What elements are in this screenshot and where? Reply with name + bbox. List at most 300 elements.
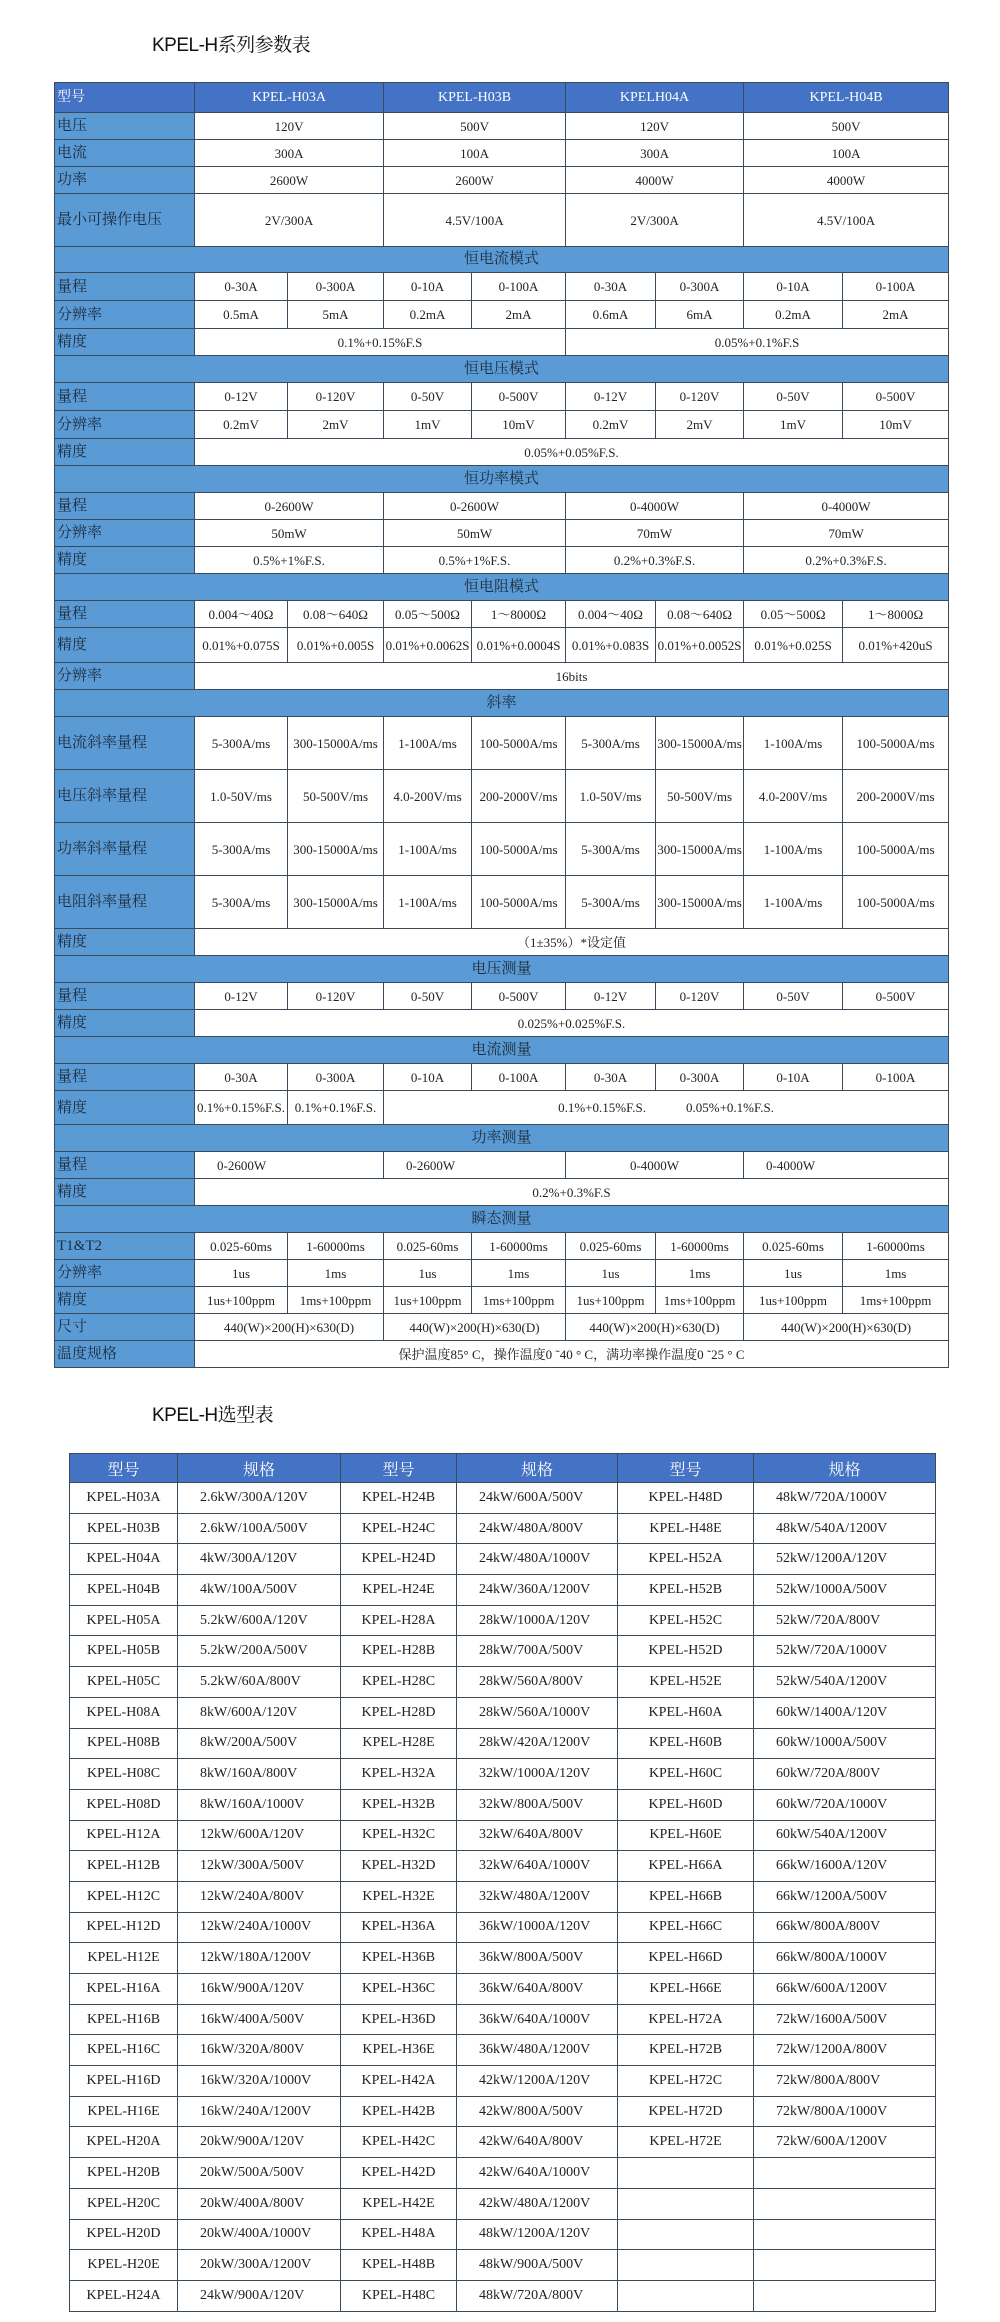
param-cell: 440(W)×200(H)×630(D) (566, 1314, 744, 1341)
param-cell: 1.0-50V/ms (195, 770, 288, 823)
model-cell: KPEL-H08C (70, 1759, 178, 1790)
spec-cell: 60kW/720A/800V (754, 1759, 936, 1790)
param-cell: 300-15000A/ms (656, 823, 744, 876)
param-cell: 1us+100ppm (195, 1287, 288, 1314)
section-title: 瞬态测量 (55, 1206, 949, 1233)
row-label: 分辨率 (55, 520, 195, 547)
row-label: 功率斜率量程 (55, 823, 195, 876)
model-cell: KPEL-H66D (618, 1943, 754, 1974)
param-cell: 0.5mA (195, 301, 288, 329)
params-row (55, 717, 949, 770)
section-header-row (55, 574, 949, 601)
params-row (55, 1010, 949, 1037)
param-cell: 1-60000ms (288, 1233, 384, 1260)
section-header-row (55, 1037, 949, 1064)
spec-cell: 52kW/720A/800V (754, 1605, 936, 1636)
spec-cell: 52kW/540A/1200V (754, 1667, 936, 1698)
spec-cell: 72kW/1600A/500V (754, 2004, 936, 2035)
row-label: 量程 (55, 273, 195, 301)
model-cell: KPEL-H20D (70, 2219, 178, 2250)
param-cell: 0-30A (566, 1064, 656, 1091)
param-cell: 1mV (384, 411, 472, 439)
spec-cell: 48kW/1200A/120V (457, 2219, 618, 2250)
params-row (55, 520, 949, 547)
model-cell: KPEL-H48D (618, 1483, 754, 1514)
selection-header-row (70, 1454, 936, 1483)
row-label: 精度 (55, 1287, 195, 1314)
spec-cell: 32kW/640A/1000V (457, 1851, 618, 1882)
params-row (55, 1091, 949, 1125)
model-cell: KPEL-H24E (341, 1575, 457, 1606)
param-cell: 200-2000V/ms (843, 770, 949, 823)
param-cell: 1-60000ms (656, 1233, 744, 1260)
param-cell: 100-5000A/ms (472, 876, 566, 929)
params-row (55, 273, 949, 301)
section-header-row (55, 466, 949, 493)
model-cell: KPEL-H42B (341, 2096, 457, 2127)
param-cell: 1ms (472, 1260, 566, 1287)
param-cell: 0.025-60ms (195, 1233, 288, 1260)
spec-cell: 4kW/300A/120V (178, 1544, 341, 1575)
model-cell: KPEL-H24C (341, 1513, 457, 1544)
param-cell: 1～8000Ω (843, 601, 949, 628)
param-cell: 0-50V (744, 983, 843, 1010)
spec-cell: 28kW/700A/500V (457, 1636, 618, 1667)
section-title: 恒电阻模式 (55, 574, 949, 601)
params-row (55, 876, 949, 929)
param-cell: 1-100A/ms (384, 876, 472, 929)
param-cell: 0-2600W (195, 1152, 384, 1179)
spec-cell (754, 2250, 936, 2281)
param-cell: 300-15000A/ms (656, 876, 744, 929)
spec-cell: 12kW/600A/120V (178, 1820, 341, 1851)
param-cell: 1-60000ms (843, 1233, 949, 1260)
param-cell: 0.01%+0.0062S (384, 628, 472, 663)
spec-cell: 28kW/420A/1200V (457, 1728, 618, 1759)
spec-cell: 48kW/720A/1000V (754, 1483, 936, 1514)
model-cell: KPEL-H24B (341, 1483, 457, 1514)
row-label: 量程 (55, 1152, 195, 1179)
model-cell: KPEL-H52E (618, 1667, 754, 1698)
param-cell: 0-50V (744, 383, 843, 411)
params-row (55, 383, 949, 411)
model-cell: KPEL-H48C (341, 2280, 457, 2311)
param-cell: 4000W (744, 167, 949, 194)
model-cell: KPEL-H12C (70, 1881, 178, 1912)
model-cell: KPEL-H42A (341, 2066, 457, 2097)
params-header-row (55, 83, 949, 113)
spec-cell: 32kW/800A/500V (457, 1789, 618, 1820)
selection-row (70, 2250, 936, 2281)
params-row (55, 770, 949, 823)
param-cell: 0.6mA (566, 301, 656, 329)
selection-row (70, 2035, 936, 2066)
row-label: 精度 (55, 439, 195, 466)
param-cell: 2mA (472, 301, 566, 329)
param-cell: 0-10A (744, 1064, 843, 1091)
param-cell: 0-30A (195, 273, 288, 301)
row-label: 量程 (55, 383, 195, 411)
param-cell: 0-4000W (566, 1152, 744, 1179)
param-cell: 0.1%+0.15%F.S. (195, 1091, 288, 1125)
param-cell: 1us+100ppm (566, 1287, 656, 1314)
section-header-row (55, 356, 949, 383)
row-label: T1&T2 (55, 1233, 195, 1260)
param-cell: 0-12V (195, 983, 288, 1010)
param-cell: 0-12V (566, 983, 656, 1010)
model-cell: KPEL-H60D (618, 1789, 754, 1820)
model-cell: KPEL-H16A (70, 1974, 178, 2005)
row-label: 精度 (55, 929, 195, 956)
param-cell: 4.0-200V/ms (384, 770, 472, 823)
row-label: 最小可操作电压 (55, 194, 195, 247)
spec-cell: 48kW/540A/1200V (754, 1513, 936, 1544)
params-row (55, 1314, 949, 1341)
spec-cell: 16kW/900A/120V (178, 1974, 341, 2005)
param-cell: 0.08～640Ω (656, 601, 744, 628)
param-cell: 0.025%+0.025%F.S. (195, 1010, 949, 1037)
param-cell: 0-500V (472, 383, 566, 411)
model-header-cell: KPEL-H03B (384, 83, 566, 113)
spec-cell: 52kW/1000A/500V (754, 1575, 936, 1606)
param-cell: 50mW (384, 520, 566, 547)
param-cell: 0-300A (656, 1064, 744, 1091)
param-cell: 50-500V/ms (288, 770, 384, 823)
param-cell: 0-50V (384, 383, 472, 411)
model-cell: KPEL-H48E (618, 1513, 754, 1544)
model-header-cell: KPEL-H04B (744, 83, 949, 113)
model-cell (618, 2280, 754, 2311)
spec-cell: 48kW/900A/500V (457, 2250, 618, 2281)
row-label: 电流 (55, 140, 195, 167)
param-cell: 120V (195, 113, 384, 140)
model-cell: KPEL-H42E (341, 2188, 457, 2219)
selection-row (70, 1851, 936, 1882)
selection-row (70, 1513, 936, 1544)
model-cell: KPEL-H66E (618, 1974, 754, 2005)
selection-row (70, 1728, 936, 1759)
selection-row (70, 2188, 936, 2219)
param-cell: 500V (744, 113, 949, 140)
spec-cell: 32kW/640A/800V (457, 1820, 618, 1851)
model-cell: KPEL-H03B (70, 1513, 178, 1544)
param-cell: 0-2600W (384, 1152, 566, 1179)
param-cell: 1～8000Ω (472, 601, 566, 628)
selection-row (70, 1943, 936, 1974)
spec-cell: 28kW/560A/800V (457, 1667, 618, 1698)
selection-row (70, 1667, 936, 1698)
model-cell: KPEL-H52D (618, 1636, 754, 1667)
spec-cell: 66kW/1200A/500V (754, 1881, 936, 1912)
param-cell: 0.2%+0.3%F.S. (566, 547, 744, 574)
param-cell: 0-30A (566, 273, 656, 301)
selection-row (70, 2158, 936, 2189)
param-cell: 0.01%+420uS (843, 628, 949, 663)
param-cell: 0.01%+0.083S (566, 628, 656, 663)
params-row (55, 113, 949, 140)
param-cell: 0-10A (744, 273, 843, 301)
model-cell: KPEL-H32E (341, 1881, 457, 1912)
param-value: 0.05%+0.1%F.S. (686, 1100, 774, 1115)
model-cell: KPEL-H72A (618, 2004, 754, 2035)
model-cell: KPEL-H32B (341, 1789, 457, 1820)
param-cell: 0-10A (384, 273, 472, 301)
spec-cell: 52kW/720A/1000V (754, 1636, 936, 1667)
param-cell: 440(W)×200(H)×630(D) (744, 1314, 949, 1341)
selection-table-title: KPEL-H选型表 (152, 1405, 274, 1426)
selection-table (69, 1453, 936, 2312)
spec-cell: 2.6kW/300A/120V (178, 1483, 341, 1514)
spec-cell: 16kW/400A/500V (178, 2004, 341, 2035)
selection-row (70, 1881, 936, 1912)
param-cell: 300A (195, 140, 384, 167)
param-cell: 0-120V (288, 383, 384, 411)
param-cell: 0-2600W (195, 493, 384, 520)
param-cell: 5mA (288, 301, 384, 329)
param-cell: 1ms (843, 1260, 949, 1287)
param-cell: 100-5000A/ms (843, 823, 949, 876)
model-cell: KPEL-H52A (618, 1544, 754, 1575)
section-title: 恒功率模式 (55, 466, 949, 493)
param-cell-merged (384, 1091, 949, 1125)
section-header-row (55, 247, 949, 273)
row-label: 精度 (55, 329, 195, 356)
param-cell: 1.0-50V/ms (566, 770, 656, 823)
param-cell: 0.05%+0.1%F.S (566, 329, 949, 356)
params-row (55, 1287, 949, 1314)
model-cell: KPEL-H28E (341, 1728, 457, 1759)
spec-cell: 16kW/320A/1000V (178, 2066, 341, 2097)
param-cell: 0-4000W (566, 493, 744, 520)
param-cell: 0.05%+0.05%F.S. (195, 439, 949, 466)
section-header-row (55, 956, 949, 983)
param-cell: 0-300A (288, 273, 384, 301)
param-cell: 0.2mV (195, 411, 288, 439)
selection-row (70, 2127, 936, 2158)
params-row (55, 601, 949, 628)
params-row (55, 547, 949, 574)
model-cell: KPEL-H72E (618, 2127, 754, 2158)
spec-cell: 42kW/800A/500V (457, 2096, 618, 2127)
model-cell (618, 2250, 754, 2281)
row-label: 电阻斜率量程 (55, 876, 195, 929)
param-cell: 1ms (288, 1260, 384, 1287)
model-cell: KPEL-H66B (618, 1881, 754, 1912)
section-title: 恒电压模式 (55, 356, 949, 383)
spec-cell: 24kW/480A/800V (457, 1513, 618, 1544)
param-cell: 300-15000A/ms (288, 823, 384, 876)
param-cell: 5-300A/ms (566, 717, 656, 770)
model-cell: KPEL-H04B (70, 1575, 178, 1606)
model-cell: KPEL-H52C (618, 1605, 754, 1636)
model-cell: KPEL-H20C (70, 2188, 178, 2219)
row-label: 型号 (55, 83, 195, 113)
param-cell: 0-4000W (744, 493, 949, 520)
spec-cell: 48kW/720A/800V (457, 2280, 618, 2311)
params-row (55, 983, 949, 1010)
param-cell: 0.1%+0.15%F.S (195, 329, 566, 356)
model-cell: KPEL-H24A (70, 2280, 178, 2311)
param-cell: 0.01%+0.075S (195, 628, 288, 663)
spec-cell: 42kW/1200A/120V (457, 2066, 618, 2097)
section-title: 电压测量 (55, 956, 949, 983)
model-cell (618, 2158, 754, 2189)
spec-cell: 60kW/1400A/120V (754, 1697, 936, 1728)
params-row (55, 1260, 949, 1287)
param-cell: 0.1%+0.1%F.S. (288, 1091, 384, 1125)
param-cell: 2600W (195, 167, 384, 194)
spec-cell: 72kW/800A/800V (754, 2066, 936, 2097)
spec-cell: 8kW/600A/120V (178, 1697, 341, 1728)
param-cell: 4.5V/100A (744, 194, 949, 247)
param-cell: 0-120V (656, 983, 744, 1010)
row-label: 精度 (55, 1010, 195, 1037)
param-cell: 300-15000A/ms (288, 876, 384, 929)
params-row (55, 411, 949, 439)
param-cell: 0-30A (195, 1064, 288, 1091)
param-cell: 1us+100ppm (744, 1287, 843, 1314)
param-value: 0.1%+0.15%F.S. (558, 1100, 647, 1115)
param-cell: 6mA (656, 301, 744, 329)
model-cell: KPEL-H08A (70, 1697, 178, 1728)
param-cell: 70mW (566, 520, 744, 547)
param-cell: 0.2mV (566, 411, 656, 439)
spec-cell: 42kW/480A/1200V (457, 2188, 618, 2219)
selection-row (70, 1820, 936, 1851)
spec-cell: 42kW/640A/1000V (457, 2158, 618, 2189)
param-cell: 0.025-60ms (744, 1233, 843, 1260)
selection-row (70, 1575, 936, 1606)
params-row (55, 663, 949, 690)
model-cell: KPEL-H08B (70, 1728, 178, 1759)
model-cell: KPEL-H28B (341, 1636, 457, 1667)
model-cell: KPEL-H48B (341, 2250, 457, 2281)
param-cell: 100-5000A/ms (472, 823, 566, 876)
param-cell: 0-500V (843, 983, 949, 1010)
param-cell: 1us+100ppm (384, 1287, 472, 1314)
spec-cell: 16kW/320A/800V (178, 2035, 341, 2066)
row-label: 分辨率 (55, 301, 195, 329)
spec-cell (754, 2280, 936, 2311)
model-cell: KPEL-H12E (70, 1943, 178, 1974)
model-cell: KPEL-H36A (341, 1912, 457, 1943)
row-label: 量程 (55, 983, 195, 1010)
param-cell: 5-300A/ms (195, 823, 288, 876)
model-cell: KPEL-H42C (341, 2127, 457, 2158)
param-cell: 10mV (472, 411, 566, 439)
param-cell: 0.05～500Ω (384, 601, 472, 628)
param-cell: 0-12V (566, 383, 656, 411)
param-cell: 0-500V (472, 983, 566, 1010)
param-cell: 300-15000A/ms (288, 717, 384, 770)
model-cell: KPEL-H60A (618, 1697, 754, 1728)
spec-cell (754, 2219, 936, 2250)
param-cell: 0-12V (195, 383, 288, 411)
param-cell: 0-100A (843, 273, 949, 301)
spec-cell: 24kW/900A/120V (178, 2280, 341, 2311)
spec-cell: 28kW/1000A/120V (457, 1605, 618, 1636)
spec-cell: 8kW/160A/1000V (178, 1789, 341, 1820)
spec-cell: 24kW/600A/500V (457, 1483, 618, 1514)
spec-cell: 20kW/400A/800V (178, 2188, 341, 2219)
selection-row (70, 2096, 936, 2127)
spec-cell: 16kW/240A/1200V (178, 2096, 341, 2127)
model-header-cell: KPELH04A (566, 83, 744, 113)
model-cell (618, 2219, 754, 2250)
model-cell: KPEL-H20E (70, 2250, 178, 2281)
section-header-row (55, 690, 949, 717)
param-cell: 70mW (744, 520, 949, 547)
param-cell: 4000W (566, 167, 744, 194)
spec-cell: 72kW/600A/1200V (754, 2127, 936, 2158)
param-cell: 2mA (843, 301, 949, 329)
param-cell: 1mV (744, 411, 843, 439)
param-cell: 100-5000A/ms (843, 717, 949, 770)
param-cell: 0.01%+0.025S (744, 628, 843, 663)
param-cell: 100A (744, 140, 949, 167)
param-cell: 5-300A/ms (195, 876, 288, 929)
row-label: 电压 (55, 113, 195, 140)
param-cell: 0-100A (843, 1064, 949, 1091)
param-cell: 1ms+100ppm (656, 1287, 744, 1314)
param-cell: 0.08～640Ω (288, 601, 384, 628)
section-title: 功率测量 (55, 1125, 949, 1152)
param-cell: 1ms+100ppm (843, 1287, 949, 1314)
spec-cell: 36kW/640A/1000V (457, 2004, 618, 2035)
row-label: 精度 (55, 547, 195, 574)
spec-cell: 4kW/100A/500V (178, 1575, 341, 1606)
param-cell: 440(W)×200(H)×630(D) (384, 1314, 566, 1341)
param-cell: 0.01%+0.0052S (656, 628, 744, 663)
params-row (55, 140, 949, 167)
row-label: 分辨率 (55, 663, 195, 690)
model-cell: KPEL-H05C (70, 1667, 178, 1698)
section-title: 恒电流模式 (55, 247, 949, 273)
spec-cell: 5.2kW/600A/120V (178, 1605, 341, 1636)
spec-cell: 12kW/180A/1200V (178, 1943, 341, 1974)
selection-row (70, 1759, 936, 1790)
spec-cell: 12kW/300A/500V (178, 1851, 341, 1882)
spec-cell: 36kW/480A/1200V (457, 2035, 618, 2066)
model-cell: KPEL-H60E (618, 1820, 754, 1851)
model-cell: KPEL-H48A (341, 2219, 457, 2250)
param-cell: 1-100A/ms (384, 823, 472, 876)
selection-row (70, 1483, 936, 1514)
model-cell: KPEL-H52B (618, 1575, 754, 1606)
selection-row (70, 2219, 936, 2250)
param-cell: 1-60000ms (472, 1233, 566, 1260)
param-cell: 0-50V (384, 983, 472, 1010)
spec-cell: 66kW/1600A/120V (754, 1851, 936, 1882)
selection-row (70, 1605, 936, 1636)
selection-row (70, 1912, 936, 1943)
param-cell: 50mW (195, 520, 384, 547)
model-cell: KPEL-H28D (341, 1697, 457, 1728)
param-cell: 100A (384, 140, 566, 167)
model-cell: KPEL-H16E (70, 2096, 178, 2127)
params-row (55, 1233, 949, 1260)
spec-column-header: 规格 (457, 1454, 618, 1483)
param-cell: 2mV (288, 411, 384, 439)
model-column-header: 型号 (341, 1454, 457, 1483)
spec-cell: 5.2kW/200A/500V (178, 1636, 341, 1667)
row-label: 电流斜率量程 (55, 717, 195, 770)
param-cell: 0-300A (656, 273, 744, 301)
spec-cell: 5.2kW/60A/800V (178, 1667, 341, 1698)
param-cell: 500V (384, 113, 566, 140)
row-label: 精度 (55, 1179, 195, 1206)
row-label: 精度 (55, 628, 195, 663)
